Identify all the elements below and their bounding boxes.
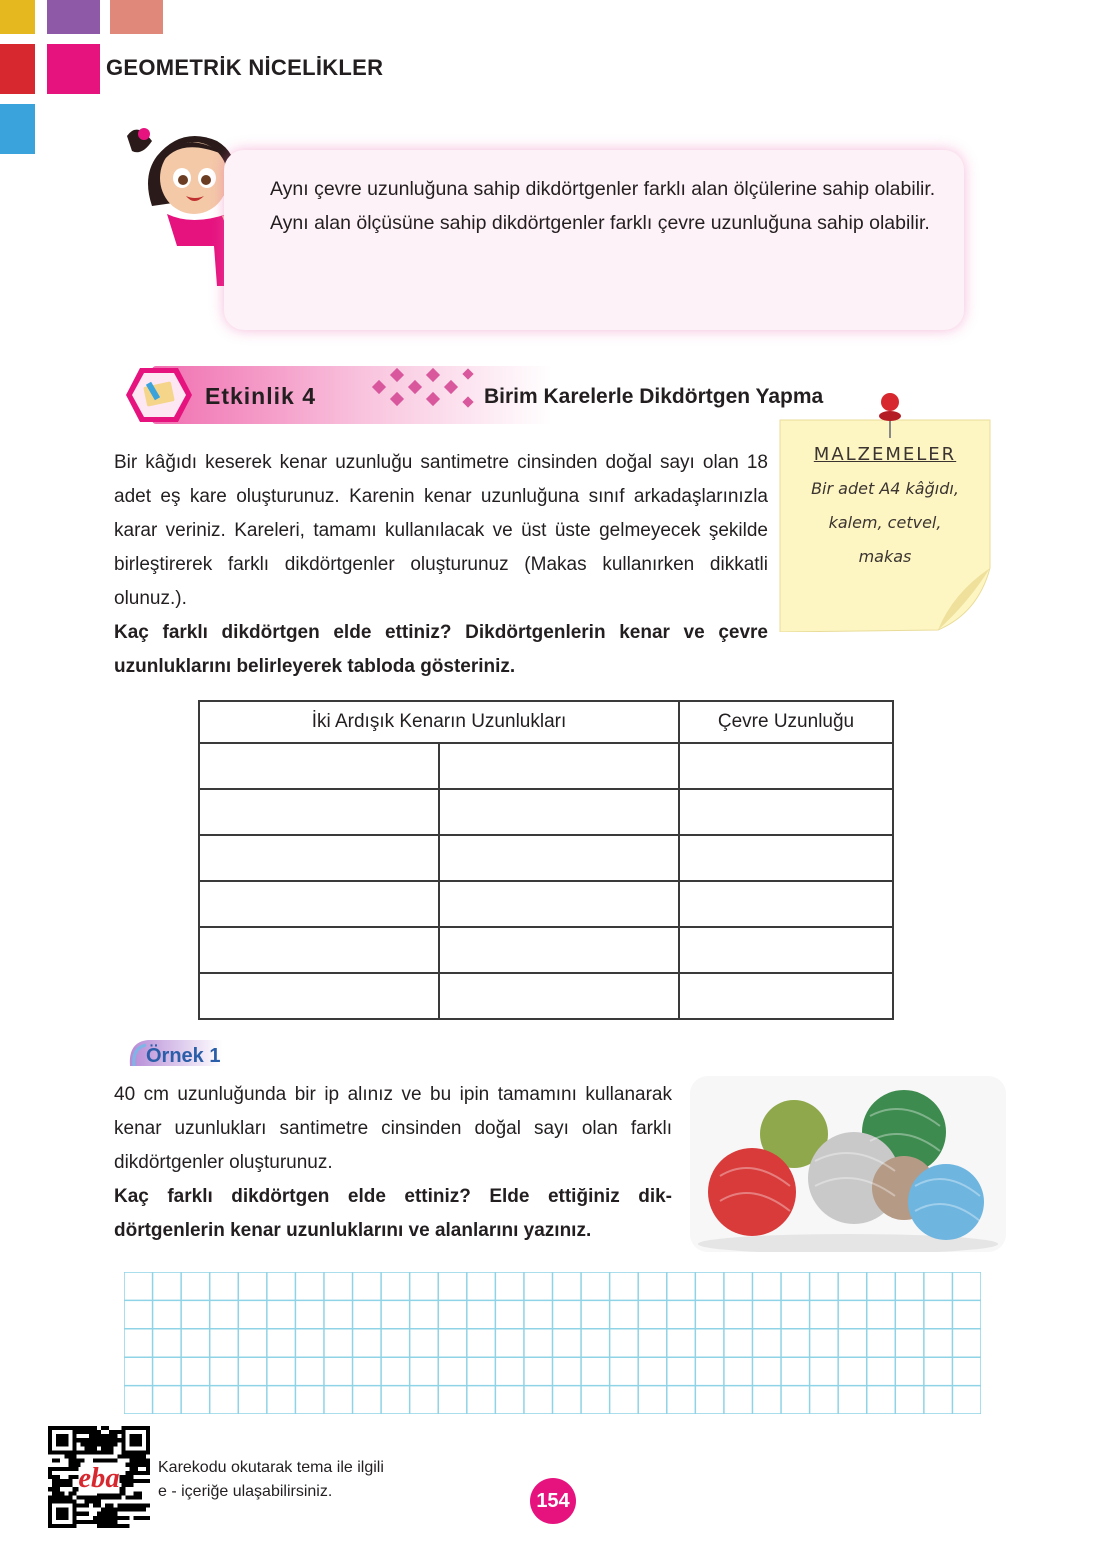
table-cell[interactable] bbox=[439, 789, 679, 835]
table-row bbox=[199, 973, 893, 1019]
table-cell[interactable] bbox=[199, 789, 439, 835]
qr-line-2: e - içeriğe ulaşabilirsiniz. bbox=[158, 1483, 333, 1500]
activity-instructions bbox=[114, 446, 768, 684]
qr-instruction-text bbox=[158, 1456, 384, 1504]
info-callout-text bbox=[270, 172, 950, 240]
table-row bbox=[199, 881, 893, 927]
table-cell[interactable] bbox=[679, 835, 893, 881]
info-callout-box bbox=[224, 150, 964, 330]
table-cell[interactable] bbox=[439, 927, 679, 973]
page-number: 154 bbox=[530, 1478, 576, 1524]
activity-paragraph: Bir kâğıdı keserek kenar uzunluğu santimetre cinsinden doğal sayı olan 18 adet eş kare oluşturunuz. Karenin kenar uzunluğuna sınıf arkadaşlarınızla karar veriniz. Kareleri, tamamı kullanılacak ve üst üste gelmeyecek şekilde birleştirerek farklı dikdörtgenler oluşturunuz (Makas kullanırken dikkatli olunuz.). bbox=[114, 452, 768, 609]
yarn-balls-image bbox=[690, 1076, 1006, 1252]
corner-square-salmon bbox=[110, 0, 163, 34]
corner-square-yellow bbox=[0, 0, 35, 34]
table-cell[interactable] bbox=[679, 881, 893, 927]
corner-square-red bbox=[0, 44, 35, 94]
materials-line-2: kalem, cetvel, bbox=[828, 513, 942, 532]
table-header-sides: İki Ardışık Kenarın Uzunlukları bbox=[199, 701, 679, 743]
corner-square-pink bbox=[47, 44, 100, 94]
eba-logo-mark: eba bbox=[78, 1463, 120, 1495]
materials-title: MALZEMELER bbox=[813, 444, 957, 465]
table-cell[interactable] bbox=[199, 973, 439, 1019]
table-cell[interactable] bbox=[679, 973, 893, 1019]
qr-code-icon[interactable] bbox=[48, 1426, 150, 1528]
table-cell[interactable] bbox=[679, 927, 893, 973]
table-cell[interactable] bbox=[679, 743, 893, 789]
qr-line-1: Karekodu okutarak tema ile ilgili bbox=[158, 1459, 384, 1476]
table-cell[interactable] bbox=[439, 881, 679, 927]
table-cell[interactable] bbox=[439, 973, 679, 1019]
example-paragraph: 40 cm uzunluğunda bir ip alınız ve bu ipin tamamını kullanarak kenar uzunlukları santimetre cinsinden doğal sayı olan farklı dikdörtgenler oluşturunuz. bbox=[114, 1084, 672, 1173]
table-row bbox=[199, 927, 893, 973]
table-row bbox=[199, 835, 893, 881]
corner-square-purple bbox=[47, 0, 100, 34]
example-label: Örnek 1 bbox=[146, 1045, 221, 1067]
materials-line-1: Bir adet A4 kâğıdı, bbox=[811, 479, 959, 498]
table-cell[interactable] bbox=[199, 835, 439, 881]
activity-title: Birim Karelerle Dikdörtgen Yapma bbox=[484, 385, 824, 408]
table-cell[interactable] bbox=[679, 789, 893, 835]
info-line-area: Aynı alan ölçüsüne sahip dikdörtgenler farklı çevre uzunluğuna sahip olabilir. bbox=[270, 212, 930, 234]
table-cell[interactable] bbox=[439, 743, 679, 789]
table-cell[interactable] bbox=[199, 927, 439, 973]
table-header-perimeter: Çevre Uzunluğu bbox=[679, 701, 893, 743]
square-grid-writing-area[interactable] bbox=[124, 1272, 981, 1414]
activity-question: Kaç farklı dikdörtgen elde ettiniz? Dikdörtgenlerin kenar ve çevre uzunluklarını belirleyerek tabloda gösteriniz. bbox=[114, 622, 768, 677]
example-question: Kaç farklı dikdörtgen elde ettiniz? Elde ettiğiniz dikdörtgenlerin kenar uzunluklarını ve alanlarını yazınız. bbox=[114, 1186, 672, 1241]
table-cell[interactable] bbox=[439, 835, 679, 881]
table-cell[interactable] bbox=[199, 743, 439, 789]
table-row bbox=[199, 789, 893, 835]
answer-table bbox=[198, 700, 894, 1020]
info-line-perimeter: Aynı çevre uzunluğuna sahip dikdörtgenler farklı alan ölçülerine sahip olabilir. bbox=[270, 178, 936, 200]
unit-title: GEOMETRİK NİCELİKLER bbox=[106, 55, 384, 80]
materials-line-3: makas bbox=[858, 547, 912, 566]
table-row bbox=[199, 743, 893, 789]
activity-label: Etkinlik 4 bbox=[205, 383, 316, 409]
table-cell[interactable] bbox=[199, 881, 439, 927]
push-pin-icon bbox=[876, 390, 906, 440]
example-instructions bbox=[114, 1078, 672, 1248]
corner-square-blue bbox=[0, 104, 35, 154]
table-header-row bbox=[199, 701, 893, 743]
materials-text bbox=[778, 438, 992, 574]
